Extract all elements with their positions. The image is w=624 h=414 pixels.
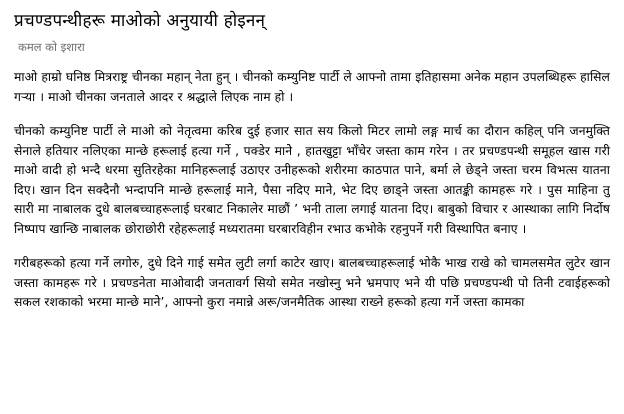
- paragraph-1: माओ हाम्रो घनिष्ठ मित्रराष्ट्र चीनका महान् नेता हुन् । चीनको कम्युनिष्ट पार्टी ले आफ्नो तामा इतिहासमा अनेक महान उपलब्धिहरू हासिल गर्‍या । माओ चीनका जनताले आदर र श्रद्धाले लिएक नाम हो ।: [14, 70, 610, 104]
- paragraph-2: चीनको कम्युनिष्ट पार्टी ले माओ को नेतृत्वमा करिब दुई हजार सात सय किलो मिटर लामो लङ्ग मार्च का दौरान कहिल् पनि जनमुक्ति सेनाले हतियार नलिएका मान्छे हरूलाई हत्या गर्ने , पक्डेर मानेे , हातखुट्टा भाँचेर जस्ता काम गरेन । तर प्रचण्डपन्थी समूहल खास गरी माओ वादी हो भन्दै धरमा सुतिरहेका मानिहरूलाई उठाएर उनीहरूको शरीरमा काठपात पाने, बर्मा ले छेड्ने जस्ता चरम विभत्स यातना दिए। खान दिन सक्दैनौ भन्दापनि मान्छे हरूलाई मानेे, पैसा नदिए मानेे, भेट दिए छाड्ने जस्ता आतङ्की कामहरू गरे । पुस माहिना तु सारी मा नाबालक दुधे बालबच्चाहरूलाई घरबाट निकालेर माछौं ’ भनी ताला लगाई यातना दिए। बाबुको विचार र आस्थाका लागि निर्दोष निष्पाप खान्छि नाबालक छोराछोरी रहेहरूलाई मध्यरातमा घरबारविहीन रभाउ कभोके रहनुपर्ने गरी विस्थापित बनाए ।: [14, 124, 610, 236]
- byline: कमल को इशारा: [18, 40, 85, 54]
- page-title: प्रचण्डपन्थीहरू माओको अनुयायी होइनन्: [14, 11, 266, 31]
- paragraph-3: गरीबहरूको हत्या गर्ने लगोरु, दुधे दिने गाई समेत लुटी लर्गा काटेर खाए। बालबच्चाहरूलाई भोकै भाख राखे को चामलसमेत लुटेर खान जस्ता कामहरू गरे । प्रचण्डनेता माओवादी जनतावर्ग सियो समेत नखोस्नु भने भ्रमपाए भने यी पछि प्रचण्डपन्थी पो तिनी टवाईहरूको सकल रशकाको भरमा मान्छे मानेे’, आफ्नो कुरा नमान्ने अरू/जनमैतिक आस्था राख्ने हरूको हत्या गर्ने जस्ता कामका: [14, 256, 610, 309]
